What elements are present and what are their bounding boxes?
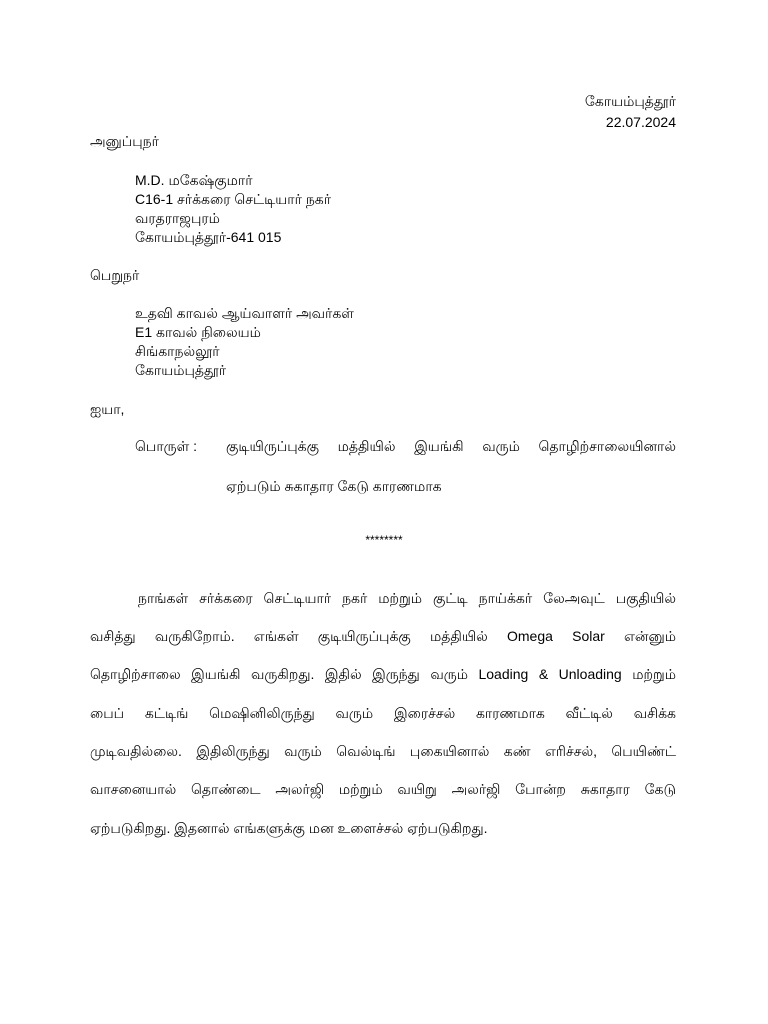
body-line: ஏற்படுகிறது. இதனால் எங்களுக்கு மன உளைச்சல் ஏற்படுகிறது. (90, 820, 488, 836)
sender-line: M.D. மகேஷ்குமார் (135, 172, 253, 188)
letter-date: 22.07.2024 (605, 114, 676, 130)
body-line: நாங்கள் சர்க்கரை செட்டியார் நகர் மற்றும் குட்டி நாய்க்கர் லேஅவுட் பகுதியில் (138, 590, 676, 606)
recipient-line: கோயம்புத்தூர் (135, 362, 227, 378)
letter-place: கோயம்புத்தூர் (584, 93, 676, 109)
body-line: பைப் கட்டிங் மெஷினிலிருந்து வரும் இரைச்சல் காரணமாக வீட்டில் வசிக்க (90, 705, 676, 721)
subject-label: பொருள் : (135, 438, 198, 454)
subject-line: குடியிருப்புக்கு மத்தியில் இயங்கி வரும் தொழிற்சாலையினால் (226, 438, 676, 454)
sender-line: கோயம்புத்தூர்-641 015 (135, 229, 282, 245)
body-line: தொழிற்சாலை இயங்கி வருகிறது. இதில் இருந்து வரும் Loading & Unloading மற்றும் (90, 666, 676, 682)
salutation: ஐயா, (90, 401, 125, 417)
body-line: வாசனையால் தொண்டை அலர்ஜி மற்றும் வயிறு அலர்ஜி போன்ற சுகாதார கேடு (90, 781, 676, 797)
recipient-line: E1 காவல் நிலையம் (135, 324, 261, 340)
recipient-line: உதவி காவல் ஆய்வாளர் அவர்கள் (135, 305, 354, 321)
sender-heading: அனுப்புநர் (90, 133, 159, 149)
subject-line: ஏற்படும் சுகாதார கேடு காரணமாக (226, 478, 442, 494)
body-line: முடிவதில்லை. இதிலிருந்து வரும் வெல்டிங் புகையினால் கண் எரிச்சல், பெயிண்ட் (90, 743, 676, 759)
recipient-heading: பெறுநர் (90, 267, 140, 283)
recipient-line: சிங்காநல்லூர் (135, 343, 220, 359)
body-line: வசித்து வருகிறோம். எங்கள் குடியிருப்புக்கு மத்தியில் Omega Solar என்னும் (90, 628, 676, 644)
sender-line: வரதராஜபுரம் (135, 210, 220, 226)
sender-line: C16-1 சர்க்கரை செட்டியார் நகர் (135, 191, 332, 207)
separator: ******** (365, 533, 403, 547)
